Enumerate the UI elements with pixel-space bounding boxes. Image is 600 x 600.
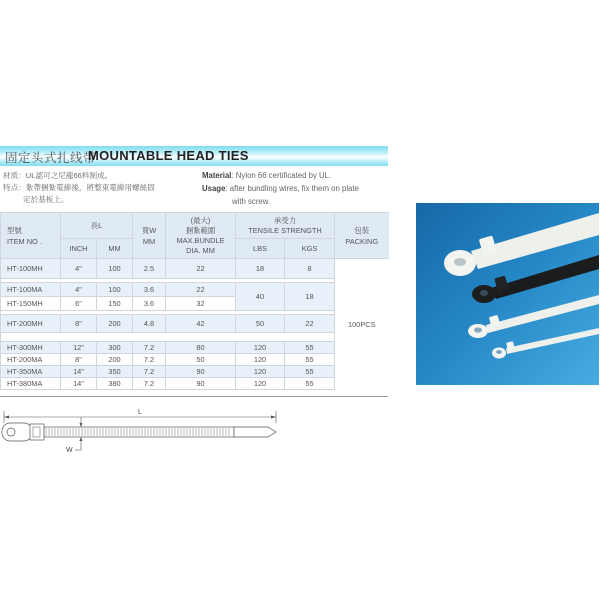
header-tensile: 承受力 TENSILE STRENGTH	[236, 213, 335, 239]
title-chinese: 固定头式扎线带	[5, 150, 97, 165]
table-row: HT-380MA 14" 380 7.2 90 120 55	[1, 378, 389, 390]
header-bundle: (最大) 捆紮範圍 MAX.BUNDLE DIA. MM	[166, 213, 236, 259]
description-chinese	[3, 170, 193, 206]
header-kgs: KGS	[285, 239, 335, 259]
table-bottom-rule	[0, 396, 388, 397]
table-row: HT-200MH 8" 200 4.8 42 50 22	[1, 315, 389, 333]
product-photo	[416, 203, 599, 385]
cable-ties-photo-illustration	[416, 203, 599, 385]
table-row: HT-350MA 14" 350 7.2 90 120 55	[1, 366, 389, 378]
spec-table	[0, 212, 389, 390]
en-material-text: : Nylon 66 certificated by UL.	[231, 171, 332, 180]
header-item: 型號 ITEM NO .	[1, 213, 61, 259]
table-row: HT-300MH 12" 300 7.2 80 120 55	[1, 342, 389, 354]
header-inch: INCH	[61, 239, 97, 259]
cn-feature-text-2: 定於基板上。	[23, 195, 69, 204]
table-row: HT-200MA 8" 200 7.2 50 120 55	[1, 354, 389, 366]
description-english	[202, 169, 392, 208]
cable-tie-diagram	[0, 400, 300, 455]
en-usage-text-2: with screw.	[232, 197, 271, 206]
header-lbs: LBS	[236, 239, 285, 259]
en-material-label: Material	[202, 171, 232, 180]
cn-material-text: UL認可之尼龍66料制成。	[25, 171, 113, 180]
title-bar	[0, 146, 388, 166]
svg-text:L: L	[138, 409, 142, 416]
header-row-1	[1, 213, 389, 239]
title-english: MOUNTABLE HEAD TIES	[88, 148, 249, 163]
cn-feature-text-1: 紮帶捆紮電線後，將整束電線用螺絲固	[25, 183, 155, 192]
table-row: HT-100MH 4" 100 2.5 22 18 8 100PCS	[1, 259, 389, 279]
table-row: HT-150MH 6" 150 3.6 32	[1, 297, 389, 311]
en-usage-text-1: : after bundling wires, fix them on plate	[225, 184, 359, 193]
table-row: HT-100MA 4" 100 3.6 22 40 18	[1, 283, 389, 297]
header-length: 長L	[61, 213, 133, 239]
cn-feature-label: 特点：	[3, 183, 26, 192]
svg-text:W: W	[66, 447, 73, 454]
header-mm: MM	[97, 239, 133, 259]
header-packing: 包裝 PACKING	[335, 213, 389, 259]
cn-material-label: 材质：	[3, 171, 26, 180]
header-width: 寬W MM	[133, 213, 166, 259]
en-usage-label: Usage	[202, 184, 226, 193]
packing-value: 100PCS	[335, 259, 389, 390]
